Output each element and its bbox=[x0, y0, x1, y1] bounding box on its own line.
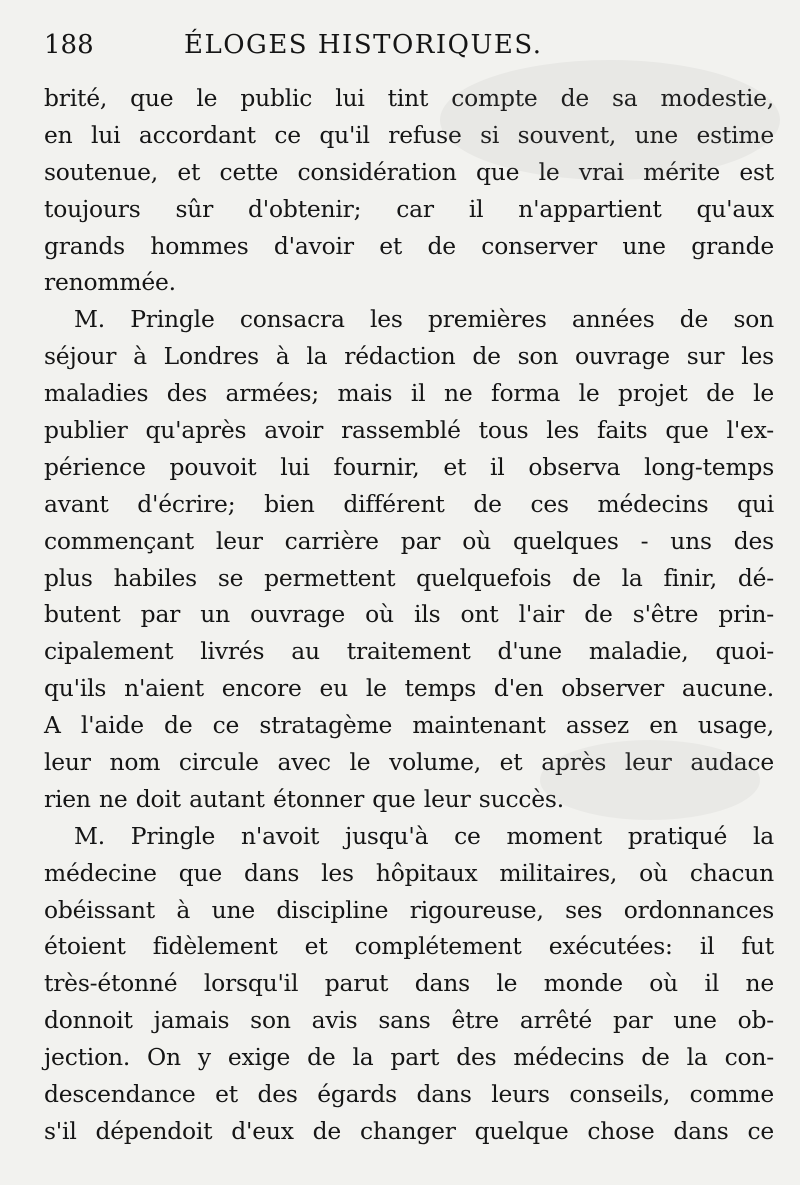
text-line: descendance et des égards dans leurs conseils, comme bbox=[44, 1080, 774, 1109]
text-line: séjour à Londres à la rédaction de son ouvrage sur les bbox=[44, 342, 774, 371]
text-line: en lui accordant ce qu'il refuse si souvent, une estime bbox=[44, 120, 774, 149]
running-head bbox=[44, 30, 774, 80]
text-line: plus habiles se permettent quelquefois de la finir, dé- bbox=[44, 563, 774, 592]
text-line: avant d'écrire; bien différent de ces médecins qui bbox=[44, 489, 774, 518]
paragraph bbox=[44, 301, 774, 817]
text-line: médecine que dans les hôpitaux militaires, où chacun bbox=[44, 858, 774, 887]
text-line: soutenue, et cette considération que le vrai mérite est bbox=[44, 157, 774, 186]
text-line: M. Pringle n'avoit jusqu'à ce moment pratiqué la bbox=[74, 821, 774, 850]
text-line: commençant leur carrière par où quelques - uns des bbox=[44, 526, 774, 555]
text-line: périence pouvoit lui fournir, et il observa long-temps bbox=[44, 452, 774, 481]
text-line: toujours sûr d'obtenir; car il n'appartient qu'aux bbox=[44, 194, 774, 223]
text-line: A l'aide de ce stratagème maintenant assez en usage, bbox=[44, 711, 774, 740]
text-line: très-étonné lorsqu'il parut dans le monde où il ne bbox=[44, 969, 774, 998]
text-line: étoient fidèlement et complétement exécutées: il fut bbox=[44, 932, 774, 961]
text-line: grands hommes d'avoir et de conserver une grande bbox=[44, 231, 774, 260]
paragraph bbox=[44, 818, 774, 1150]
text-line: M. Pringle consacra les premières années de son bbox=[74, 305, 774, 334]
text-line: rien ne doit autant étonner que leur succès. bbox=[44, 784, 564, 813]
text-line: s'il dépendoit d'eux de changer quelque chose dans ce bbox=[44, 1116, 774, 1145]
text-line: maladies des armées; mais il ne forma le projet de le bbox=[44, 379, 774, 408]
text-line: jection. On y exige de la part des médecins de la con- bbox=[44, 1043, 774, 1072]
text-line: brité, que le public lui tint compte de sa modestie, bbox=[44, 84, 774, 112]
text-line: leur nom circule avec le volume, et après leur audace bbox=[44, 748, 774, 777]
page-number: 188 bbox=[44, 30, 94, 60]
text-line: obéissant à une discipline rigoureuse, ses ordonnances bbox=[44, 895, 774, 924]
text-line: butent par un ouvrage où ils ont l'air de s'être prin- bbox=[44, 600, 774, 629]
text-line: qu'ils n'aient encore eu le temps d'en observer aucune. bbox=[44, 674, 774, 703]
paragraph bbox=[44, 80, 774, 301]
text-line: donnoit jamais son avis sans être arrêté par une ob- bbox=[44, 1006, 774, 1035]
text-line: renommée. bbox=[44, 268, 176, 297]
text-line: publier qu'après avoir rassemblé tous les faits que l'ex- bbox=[44, 416, 774, 445]
text-line: cipalement livrés au traitement d'une maladie, quoi- bbox=[44, 637, 774, 666]
body-text bbox=[44, 80, 774, 1150]
running-title: ÉLOGES HISTORIQUES. bbox=[184, 30, 543, 60]
